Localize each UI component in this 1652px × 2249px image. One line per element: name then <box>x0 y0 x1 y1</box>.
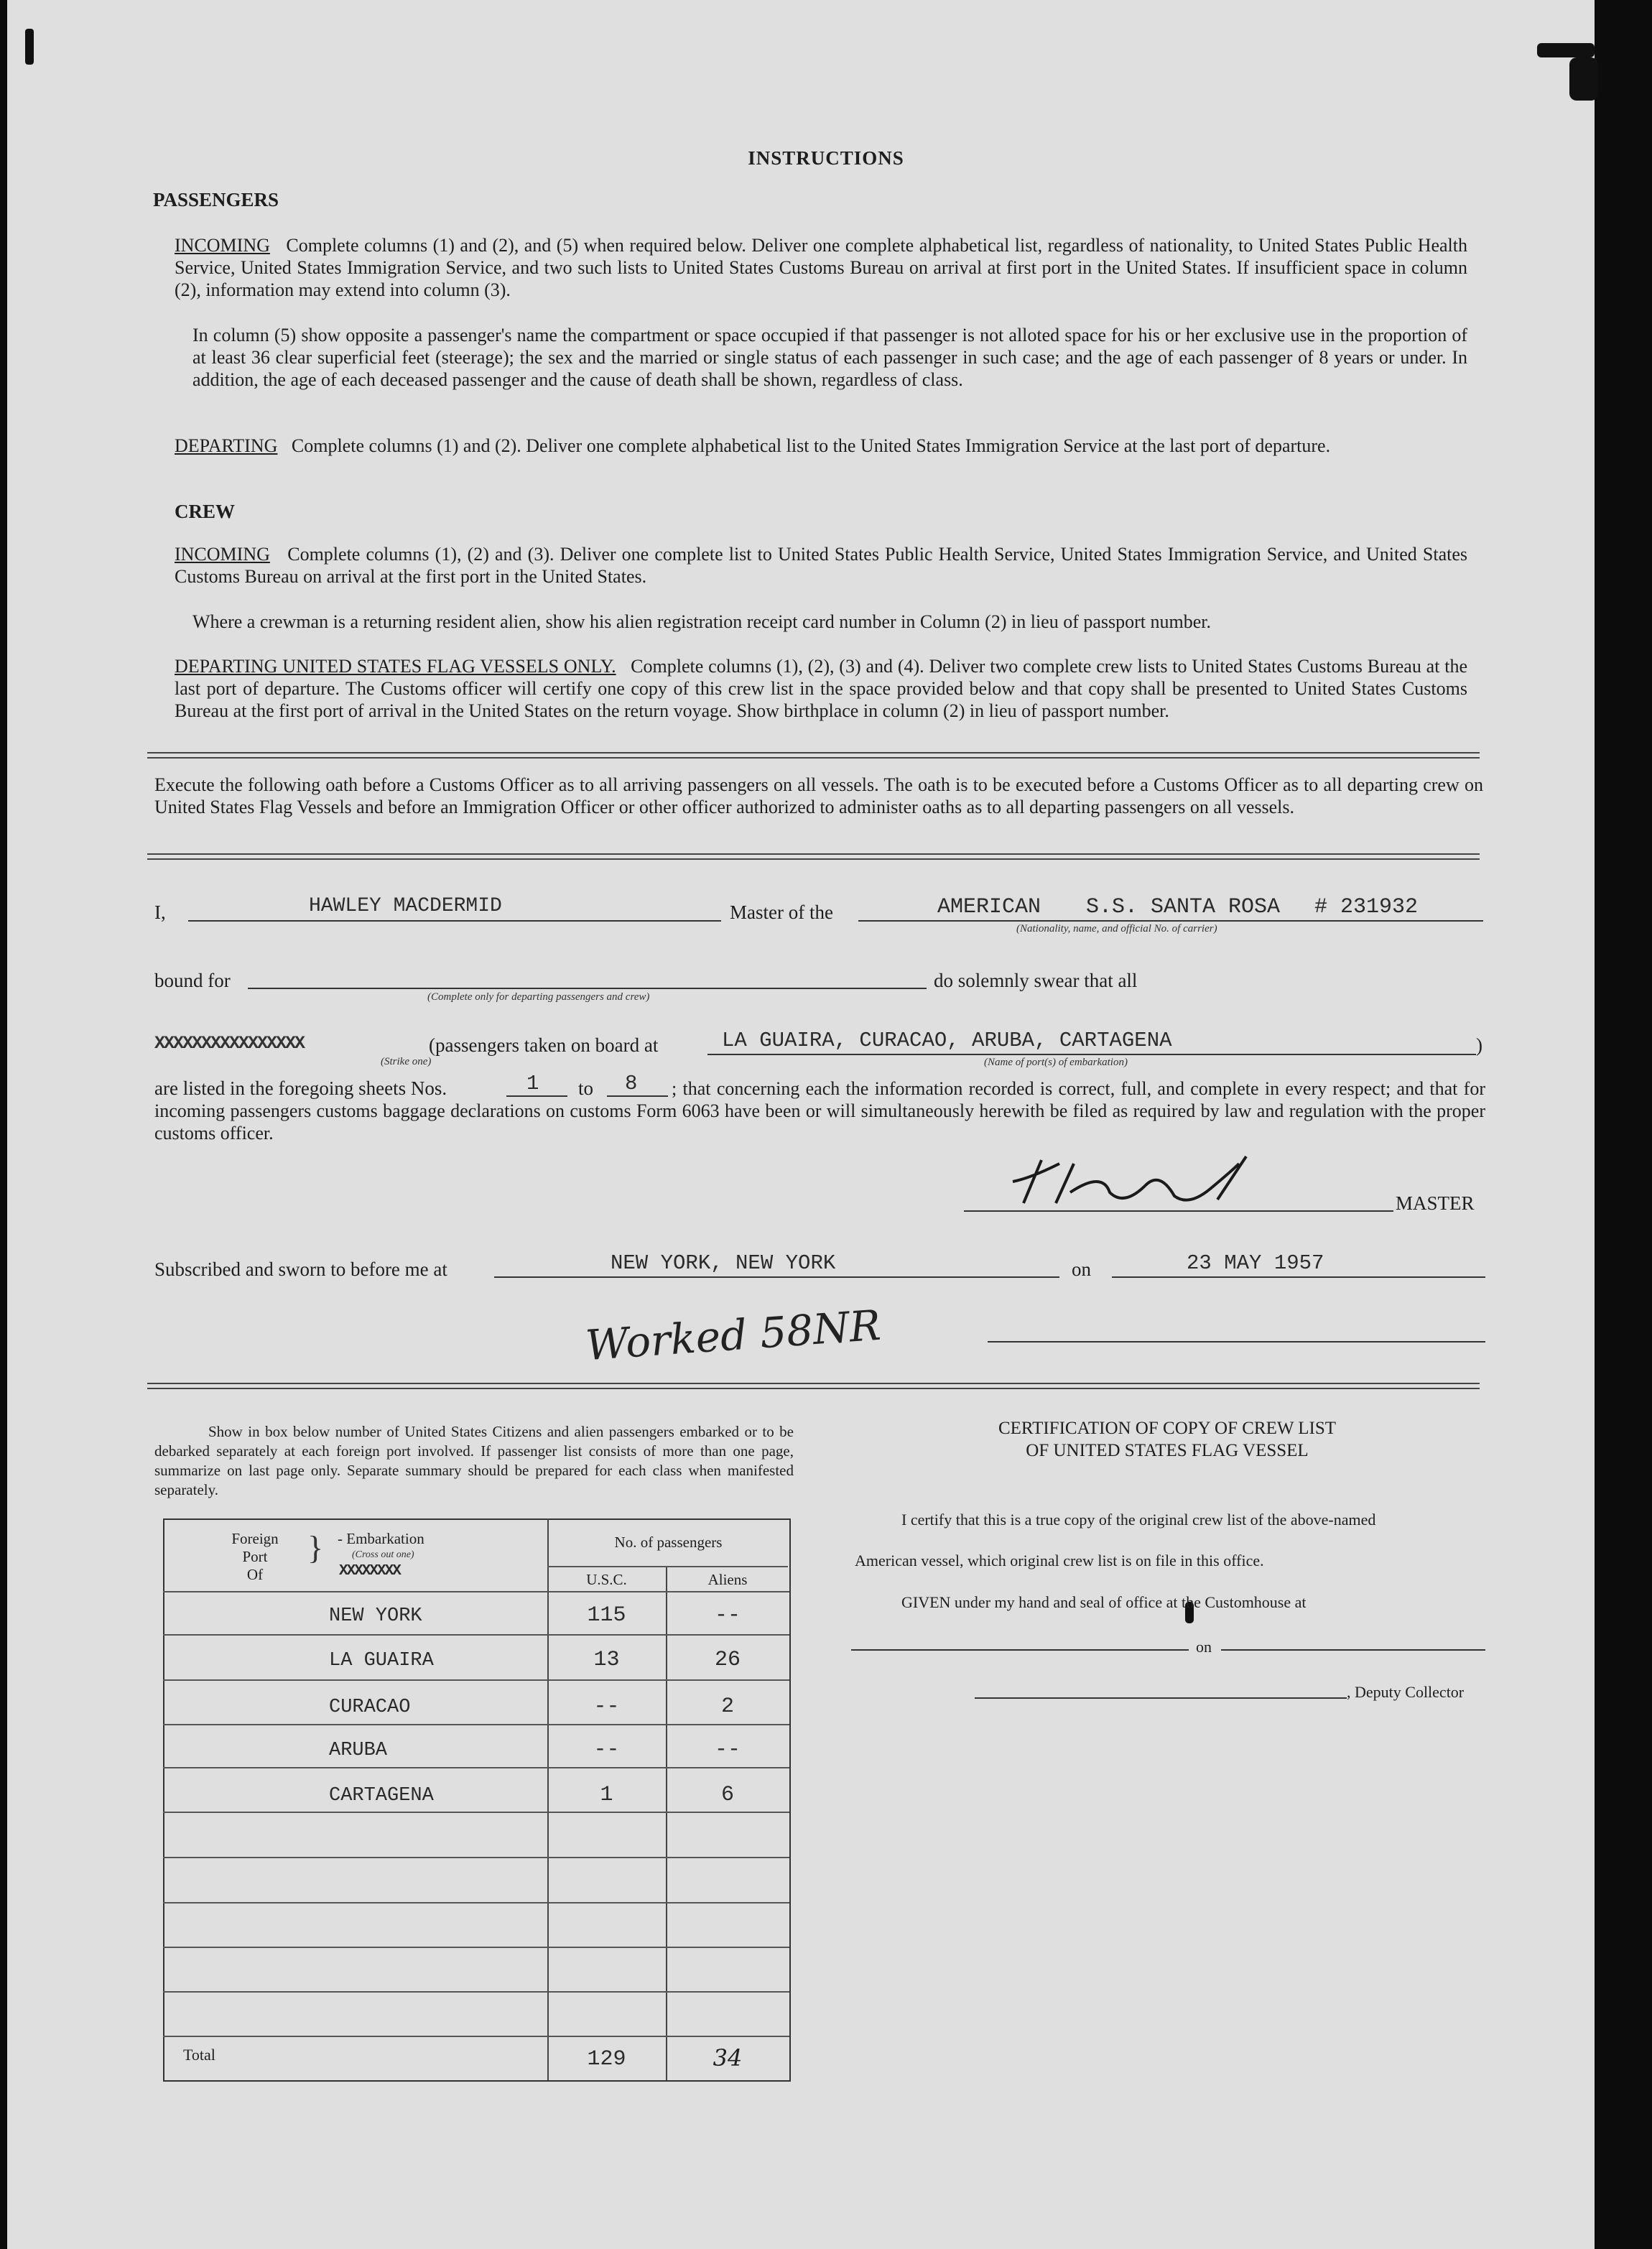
embarkation-ports: LA GUAIRA, CURACAO, ARUBA, CARTAGENA <box>722 1029 1172 1052</box>
table-row-usc: -- <box>593 1738 620 1762</box>
table-row-port: CURACAO <box>329 1697 411 1718</box>
crewman-paragraph: Where a crewman is a returning resident alien, show his alien registration receipt card number in Column (2) in lieu of passport number. <box>192 611 1212 632</box>
carrier-line <box>858 920 1483 922</box>
header-usc: U.S.C. <box>586 1571 627 1588</box>
listed-label: are listed in the foregoing sheets Nos. <box>154 1077 447 1099</box>
certification-title <box>858 1417 1476 1462</box>
customhouse-line <box>851 1649 1189 1651</box>
ports-line <box>707 1054 1476 1055</box>
execute-oath-text: Execute the following oath before a Customs Officer as to all arriving passengers on all vessels. The oath is to be executed before a Customs Officer as to all departing crew on United States Flag Vessels and before an Immigration Officer or other officer authorized to administer oaths as to all departing passengers on all vessels. <box>154 774 1483 817</box>
vessel-name: S.S. SANTA ROSA <box>1086 895 1281 919</box>
table-row-port: ARUBA <box>329 1740 388 1761</box>
deputy-collector-label: , Deputy Collector <box>1347 1683 1465 1701</box>
table-row-port: LA GUAIRA <box>329 1650 434 1671</box>
certify-text: I certify that this is a true copy of the original crew list of the above-named <box>901 1511 1376 1529</box>
nationality: AMERICAN <box>937 895 1041 919</box>
departing-text: Complete columns (1) and (2). Deliver one complete alphabetical list to the United States Immigration Service at the last port of departure. <box>291 435 1331 456</box>
struck-text: XXXXXXXXXXXXXXXX <box>154 1033 305 1054</box>
header-port: Port <box>242 1548 268 1565</box>
crew-incoming-label: INCOMING <box>175 544 270 565</box>
sheet-to: 8 <box>625 1072 638 1095</box>
sworn-place: NEW YORK, NEW YORK <box>611 1251 836 1275</box>
header-struck: XXXXXXXX <box>339 1563 400 1580</box>
sworn-date-line <box>1112 1276 1485 1278</box>
carrier-caption: (Nationality, name, and official No. of carrier) <box>1016 923 1217 935</box>
swear-label: do solemnly swear that all <box>934 970 1138 991</box>
departing-us-paragraph <box>175 655 1467 722</box>
given-text: GIVEN under my hand and seal of office at the Customhouse at <box>901 1593 1307 1611</box>
header-aliens: Aliens <box>707 1571 748 1588</box>
total-aliens: 34 <box>713 2044 743 2072</box>
to-label: to <box>578 1077 594 1099</box>
master-of-label: Master of the <box>730 901 833 923</box>
bound-for-line <box>248 988 927 989</box>
crew-incoming-paragraph <box>175 543 1467 588</box>
official-number: # 231932 <box>1314 895 1419 919</box>
scan-mark <box>25 29 34 65</box>
instructions-title: INSTRUCTIONS <box>748 147 904 169</box>
sworn-date: 23 MAY 1957 <box>1187 1251 1324 1275</box>
crew-heading: CREW <box>175 501 236 522</box>
officer-signature-line <box>988 1341 1485 1343</box>
taken-label: (passengers taken on board at <box>429 1034 659 1056</box>
scan-mark <box>1569 57 1598 101</box>
handwritten-note: Worked 58NR <box>584 1300 883 1371</box>
ports-caption: (Name of port(s) of embarkation) <box>984 1057 1128 1068</box>
certification-title-line2: OF UNITED STATES FLAG VESSEL <box>1026 1441 1309 1460</box>
table-row-port: NEW YORK <box>329 1605 422 1627</box>
sheet-from: 1 <box>526 1072 539 1095</box>
divider <box>147 1383 1480 1389</box>
close-paren: ) <box>1476 1034 1482 1056</box>
master-name-line <box>188 920 721 922</box>
on-label: on <box>1072 1258 1091 1280</box>
brace: } <box>307 1529 324 1566</box>
departing-us-label: DEPARTING UNITED STATES FLAG VESSELS ONLY. <box>175 656 616 677</box>
scan-mark <box>1537 43 1595 57</box>
table-row-aliens: 6 <box>720 1783 734 1807</box>
incoming-paragraph <box>175 234 1467 301</box>
header-of: Of <box>246 1566 264 1583</box>
total-usc: 129 <box>587 2047 626 2072</box>
strike-caption: (Strike one) <box>381 1056 432 1067</box>
header-cross: (Cross out one) <box>352 1549 414 1560</box>
departing-us-text: Complete columns (1), (2), (3) and (4). Deliver two complete crew lists to United States Customs Bureau at the last port of departure. The Customs officer will certify one copy of this crew list in the space provided below and that copy shall be presented to United States Customs Bureau at the first port of arrival in the United States on the return voyage. Show birthplace in column (2) in lieu of passport number. <box>175 656 1468 721</box>
departing-label: DEPARTING <box>175 435 278 456</box>
table-row-aliens: 2 <box>720 1694 734 1719</box>
header-foreign-port <box>215 1530 294 1584</box>
bound-for-caption: (Complete only for departing passengers and crew) <box>427 991 650 1003</box>
table-row-usc: 13 <box>593 1648 620 1672</box>
master-signature-line <box>964 1210 1393 1212</box>
subscribed-label: Subscribed and sworn to before me at <box>154 1258 447 1280</box>
summary-instructions: Show in box below number of United States Citizens and alien passengers embarked or to be debarked separately at each foreign port involved. If passenger list consists of more than one page, summarize on last page only. Separate summary should be prepared for each class when manifested separately. <box>154 1423 794 1498</box>
incoming-label: INCOMING <box>175 235 270 256</box>
table-row-port: CARTAGENA <box>329 1785 434 1807</box>
certification-title-line1: CERTIFICATION OF COPY OF CREW LIST <box>998 1419 1337 1438</box>
table-row-usc: -- <box>593 1694 620 1719</box>
table-row-aliens: -- <box>714 1603 741 1628</box>
sworn-place-line <box>494 1276 1059 1278</box>
departing-paragraph <box>175 435 1467 457</box>
table-row-usc: 1 <box>600 1783 613 1807</box>
certify-text-2: American vessel, which original crew list is on file in this office. <box>855 1552 1264 1569</box>
master-label: MASTER <box>1396 1192 1475 1214</box>
certification-on-label: on <box>1196 1638 1212 1656</box>
passengers-heading: PASSENGERS <box>153 189 279 210</box>
concerning-text: ; that concerning each the information recorded is correct, full, and complete in every respect; and that for incoming passengers customs baggage declarations on customs Form 6063 have been or will simultaneously herewith be filed as required by law and regulation with the proper customs officer. <box>154 1078 1485 1144</box>
deputy-collector-line <box>975 1697 1347 1699</box>
table-row-usc: 115 <box>587 1603 626 1628</box>
incoming-text: Complete columns (1) and (2), and (5) when required below. Deliver one complete alphabetical list, regardless of nationality, to United States Public Health Service, United States Immigration Service, and two such lists to United States Customs Bureau on arrival at first port in the United States. If insufficient space in column (2), information may extend into column (3). <box>175 235 1467 300</box>
table-row-aliens: -- <box>714 1738 741 1762</box>
i-label: I, <box>154 901 166 923</box>
column5-paragraph: In column (5) show opposite a passenger's name the compartment or space occupied if that passenger is not alloted space for his or her exclusive use in the proportion of at least 36 clear superficial feet (steerage); the sex and the married or single status of each passenger in such case; and the age of each passenger of 8 years or under. In addition, the age of each deceased passenger and the cause of death shall be shown, regardless of class. <box>192 325 1467 390</box>
master-name: HAWLEY MACDERMID <box>309 895 502 917</box>
certification-date-line <box>1221 1649 1485 1651</box>
bound-for-label: bound for <box>154 970 231 991</box>
header-foreign: Foreign <box>231 1530 279 1547</box>
total-label: Total <box>183 2046 215 2064</box>
header-no-passengers: No. of passengers <box>614 1534 723 1551</box>
header-embarkation: - Embarkation <box>338 1530 424 1547</box>
crew-incoming-text: Complete columns (1), (2) and (3). Deliver one complete list to United States Public Health Service, United States Immigration Service, and United States Customs Bureau on arrival at the first port in the United States. <box>175 544 1467 587</box>
table-row-aliens: 26 <box>714 1648 741 1672</box>
divider <box>147 853 1480 860</box>
divider <box>147 752 1480 759</box>
